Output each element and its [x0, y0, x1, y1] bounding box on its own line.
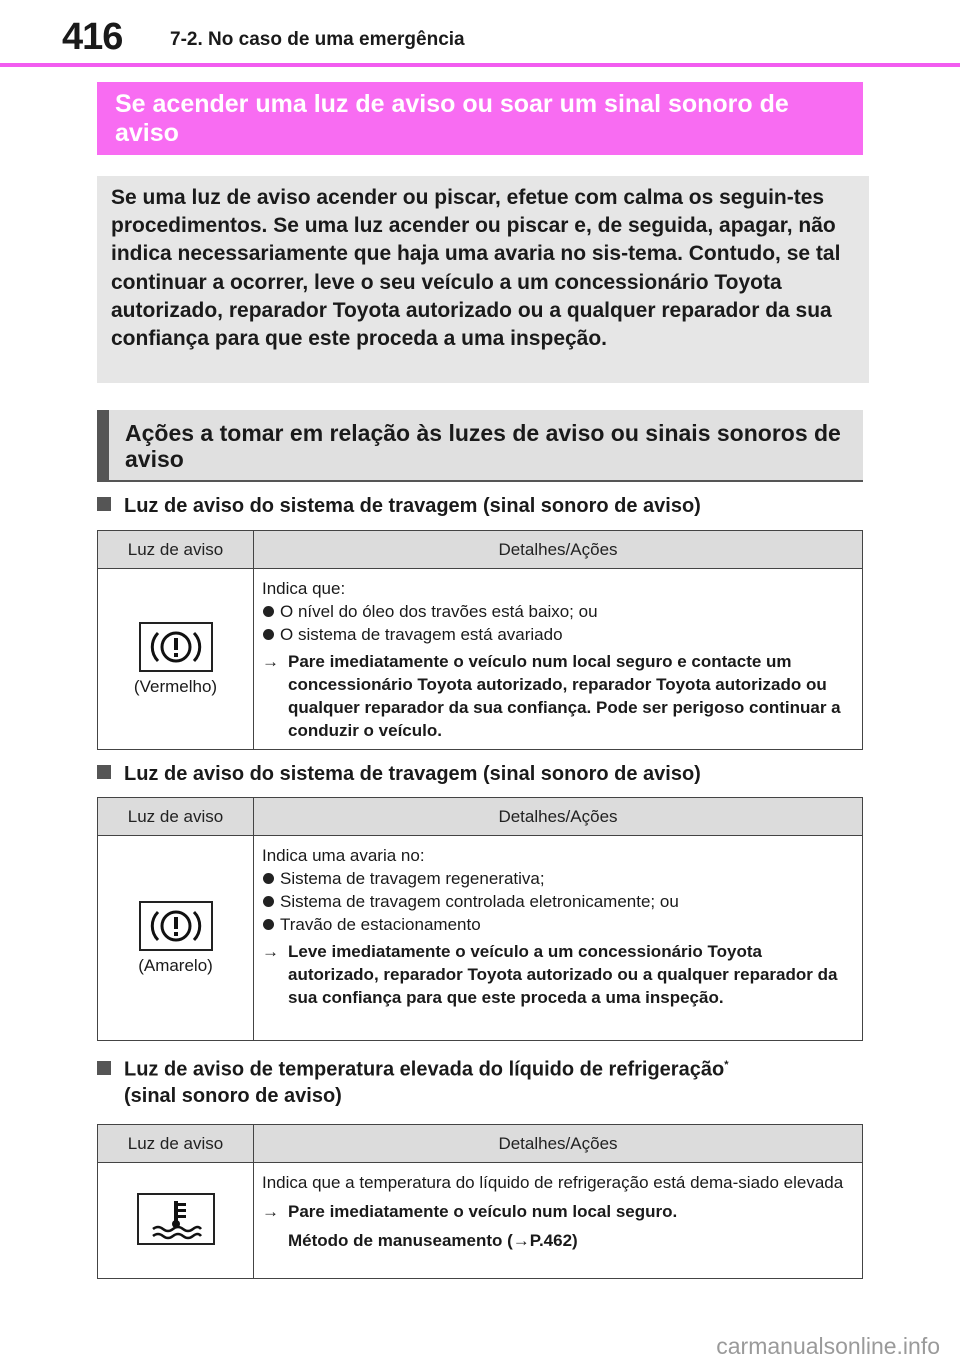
chapter-title: 7-2. No caso de uma emergência: [170, 29, 465, 50]
action-text: → Leve imediatamente o veículo a um concessionário Toyota autorizado, reparador Toyota autorizado ou a qualquer reparador da sua confiança para que este proceda a uma inspeção.: [262, 942, 838, 1007]
icon-cell: [98, 836, 254, 1041]
page-number: 416: [62, 16, 123, 58]
column-header-light: Luz de aviso: [98, 1125, 254, 1163]
square-bullet-icon: [97, 765, 111, 779]
square-bullet-icon: [97, 1061, 111, 1075]
item-heading: Luz de aviso do sistema de travagem (sinal sonoro de aviso): [97, 491, 701, 521]
list-item: Sistema de travagem regenerativa;: [262, 867, 854, 890]
arrow-icon: →: [262, 1202, 279, 1221]
column-header-light: Luz de aviso: [98, 531, 254, 569]
column-header-details: Detalhes/Ações: [254, 798, 863, 836]
table-header-row: [98, 1125, 863, 1163]
table-row: [98, 569, 863, 750]
intro-text: Se uma luz de aviso acender ou piscar, efetue com calma os seguin-tes procedimentos. Se uma luz acender ou piscar e, de seguida, apagar, não indica necessariamente que haja uma avaria no sis-tema. Contudo, se tal continuar a ocorrer, leve o seu veículo a um concessionário Toyota autorizado, reparador Toyota autorizado ou a qualquer reparador da sua confiança para que este proceda a uma inspeção.: [111, 186, 841, 351]
brake-warning-icon: [139, 622, 213, 672]
coolant-temperature-icon: [137, 1193, 215, 1245]
column-header-light: Luz de aviso: [98, 798, 254, 836]
brake-warning-icon: [139, 901, 213, 951]
details-cell: [254, 836, 863, 1041]
column-header-details: Detalhes/Ações: [254, 531, 863, 569]
icon-color-label: (Amarelo): [138, 955, 213, 975]
details-intro: Indica que a temperatura do líquido de refrigeração está dema-siado elevada: [262, 1173, 844, 1192]
header-divider: [0, 63, 960, 67]
list-item: Travão de estacionamento: [262, 913, 854, 936]
section-title: Ações a tomar em relação às luzes de aviso ou sinais sonoros de aviso: [125, 420, 841, 472]
action-text: → Pare imediatamente o veículo num local seguro.: [262, 1202, 678, 1221]
square-bullet-icon: [97, 497, 111, 511]
section-banner: [97, 82, 863, 155]
details-intro: Indica que:: [262, 579, 346, 598]
item-heading-continued: (sinal sonoro de aviso): [124, 1085, 342, 1107]
table-header-row: [98, 531, 863, 569]
action-text: → Pare imediatamente o veículo num local seguro e contacte um concessionário Toyota autorizado, reparador Toyota autorizado ou qualquer reparador da sua confiança. Pode ser perigoso continuar a conduzir o veículo.: [262, 652, 841, 740]
warning-table: [97, 1124, 863, 1279]
warning-table: [97, 530, 863, 750]
details-cell: [254, 569, 863, 750]
list-item: O sistema de travagem está avariado: [262, 623, 854, 646]
icon-cell: [98, 569, 254, 750]
icon-color-label: (Vermelho): [133, 676, 218, 696]
table-row: [98, 836, 863, 1041]
table-header-row: [98, 798, 863, 836]
table-row: [98, 1163, 863, 1279]
warning-table: [97, 797, 863, 1041]
footnote-mark: *: [724, 1059, 729, 1071]
section-heading: [97, 410, 863, 482]
list-item: Sistema de travagem controlada eletronicamente; ou: [262, 890, 854, 913]
intro-box: [97, 176, 869, 383]
banner-title: Se acender uma luz de aviso ou soar um sinal sonoro de aviso: [115, 90, 789, 147]
reference-link[interactable]: Método de manuseamento (→P.462): [288, 1231, 578, 1250]
details-cell: [254, 1163, 863, 1279]
arrow-icon: →: [262, 942, 279, 961]
item-heading: Luz de aviso de temperatura elevada do líquido de refrigeração*: [97, 1050, 728, 1085]
list-item: O nível do óleo dos travões está baixo; ou: [262, 600, 854, 623]
item-heading: Luz de aviso do sistema de travagem (sinal sonoro de aviso): [97, 759, 701, 789]
details-intro: Indica uma avaria no:: [262, 846, 425, 865]
watermark: carmanualsonline.info: [716, 1333, 940, 1359]
column-header-details: Detalhes/Ações: [254, 1125, 863, 1163]
arrow-icon: →: [262, 652, 279, 671]
icon-cell: [98, 1163, 254, 1279]
